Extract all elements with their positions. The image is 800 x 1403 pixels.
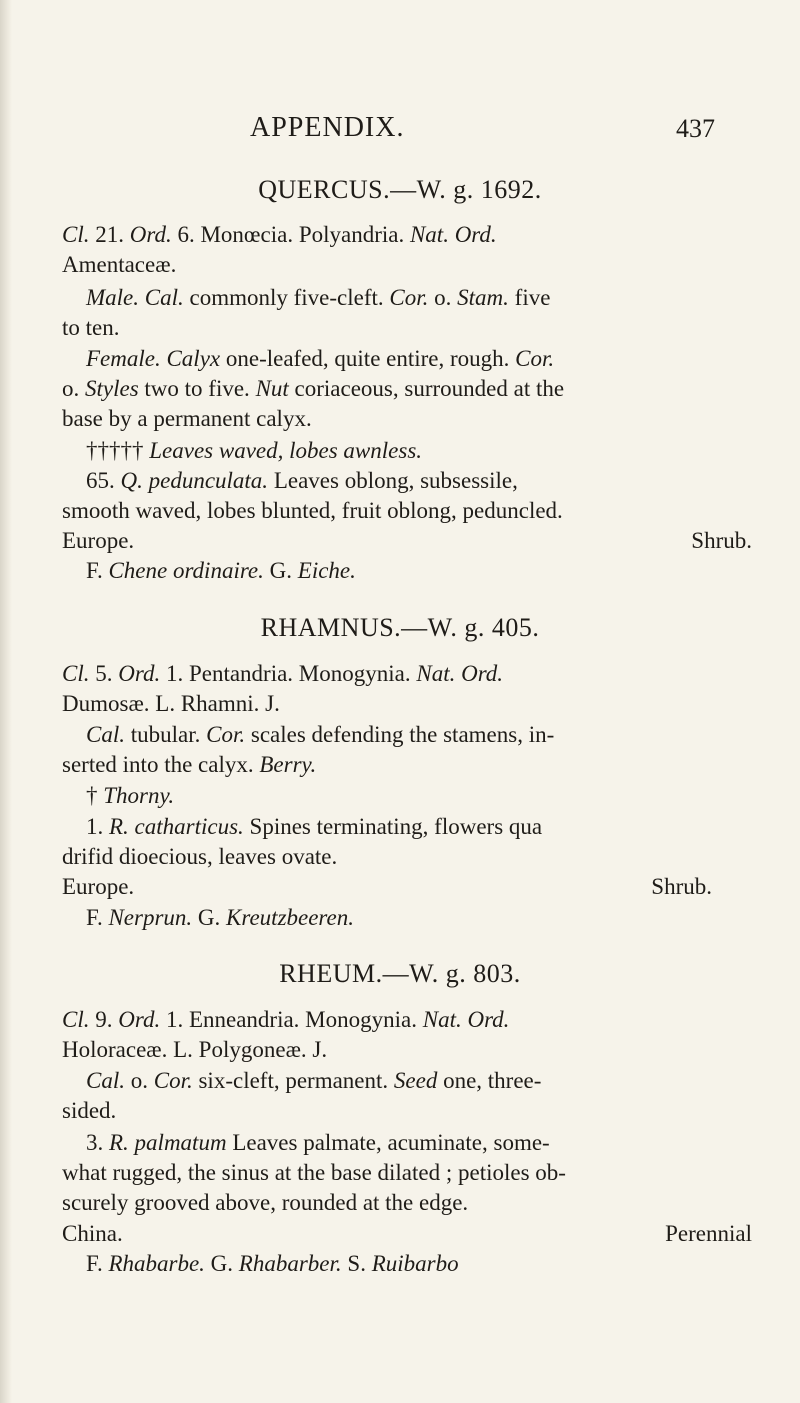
nat-ord-label: Nat. Ord. bbox=[422, 1007, 510, 1032]
rhamnus-habitat-line bbox=[62, 872, 752, 902]
linnaean-classes: Enneandria. Monogynia. bbox=[188, 1007, 417, 1032]
species-number: 65. bbox=[86, 468, 115, 493]
rhamnus-flower-description bbox=[86, 720, 776, 750]
rhamnus-classification bbox=[62, 659, 752, 689]
spanish-name: Ruibarbo bbox=[371, 1251, 459, 1276]
linnaean-classes: Pentandria. Monogynia. bbox=[188, 661, 411, 686]
german-label: G. bbox=[210, 1251, 234, 1276]
female-label: Female. bbox=[86, 346, 161, 371]
ord-number: 1. bbox=[165, 1007, 184, 1032]
german-label: G. bbox=[197, 905, 221, 930]
rhamnus-species-description-cont: drifid dioecious, leaves ovate. bbox=[62, 844, 338, 869]
species-name: Q. pedunculata. bbox=[120, 468, 269, 493]
quercus-male-description-cont: to ten. bbox=[62, 315, 120, 340]
male-cal-text: commonly five-cleft. bbox=[189, 285, 384, 310]
rheum-natural-order: Holoraceæ. L. Polygoneæ. J. bbox=[62, 1037, 328, 1062]
species-description: Spines terminating, flowers qua bbox=[249, 814, 543, 839]
ord-label: Ord. bbox=[129, 222, 172, 247]
french-label: F. bbox=[86, 905, 103, 930]
habitat: Europe. bbox=[62, 874, 135, 899]
quercus-female-description-cont bbox=[62, 374, 752, 404]
genus-heading-rheum: RHEUM.—W. g. 803. bbox=[279, 959, 521, 988]
quercus-habitat-line bbox=[62, 526, 752, 556]
cor-text: scales defending the stamens, in- bbox=[250, 722, 555, 747]
rhamnus-natural-order: Dumosæ. L. Rhamni. J. bbox=[62, 691, 280, 716]
cl-number: 21. bbox=[95, 222, 124, 247]
species-number: 3. bbox=[86, 1130, 104, 1155]
cor-text-cont: serted into the calyx. bbox=[62, 752, 254, 777]
species-number: 1. bbox=[86, 814, 104, 839]
rhamnus-species-line bbox=[86, 812, 776, 842]
quercus-classification bbox=[62, 220, 752, 250]
genus-heading-rhamnus: RHAMNUS.—W. g. 405. bbox=[260, 613, 540, 642]
cal-label: Cal. bbox=[144, 285, 184, 310]
male-stam-text: five bbox=[514, 285, 551, 310]
french-name: Chene ordinaire. bbox=[108, 558, 264, 583]
french-name: Rhabarbe. bbox=[108, 1251, 205, 1276]
quercus-natural-order: Amentaceæ. bbox=[62, 252, 177, 277]
group-description: Leaves waved, lobes awnless. bbox=[149, 438, 423, 463]
species-description: Leaves palmate, acuminate, some- bbox=[232, 1130, 550, 1155]
group-description: Thorny. bbox=[103, 783, 175, 808]
styles-text: two to five. bbox=[144, 376, 250, 401]
berry-label: Berry. bbox=[259, 752, 317, 777]
habit: Shrub. bbox=[651, 874, 712, 899]
rheum-common-names bbox=[86, 1249, 776, 1279]
male-cor-text: o. bbox=[434, 285, 452, 310]
rhamnus-common-names bbox=[86, 903, 776, 933]
quercus-species-line bbox=[86, 466, 776, 496]
nat-ord-label: Nat. Ord. bbox=[409, 222, 497, 247]
nut-label: Nut bbox=[255, 376, 289, 401]
dagger-marks: ††††† bbox=[86, 438, 144, 463]
rhamnus-group-line bbox=[86, 781, 776, 811]
rheum-species-line bbox=[86, 1128, 776, 1158]
rheum-species-description-end: scurely grooved above, rounded at the edge. bbox=[62, 1190, 469, 1215]
german-label: G. bbox=[269, 558, 293, 583]
nut-text: coriaceous, surrounded at the bbox=[294, 376, 565, 401]
seed-text: one, three- bbox=[443, 1068, 542, 1093]
rheum-habitat-line bbox=[62, 1219, 752, 1249]
cl-number: 5. bbox=[95, 661, 113, 686]
page-number: 437 bbox=[676, 114, 715, 143]
ord-number: 1. bbox=[165, 661, 184, 686]
rhamnus-flower-description-cont bbox=[62, 750, 752, 780]
habitat: China. bbox=[62, 1221, 123, 1246]
male-label: Male. bbox=[86, 285, 140, 310]
cl-label: Cl. bbox=[62, 661, 90, 686]
cl-label: Cl. bbox=[62, 1007, 90, 1032]
quercus-common-names bbox=[86, 556, 776, 586]
quercus-species-description-cont: smooth waved, lobes blunted, fruit oblong, peduncled. bbox=[62, 498, 563, 523]
spanish-label: S. bbox=[347, 1251, 366, 1276]
genus-heading-quercus: QUERCUS.—W. g. 1692. bbox=[258, 175, 542, 204]
stam-label: Stam. bbox=[457, 285, 509, 310]
species-name: R. palmatum bbox=[109, 1130, 227, 1155]
cor-label: Cor. bbox=[206, 722, 246, 747]
cal-text: o. bbox=[130, 1068, 148, 1093]
cal-label: Cal. bbox=[86, 722, 125, 747]
cal-text: tubular. bbox=[130, 722, 201, 747]
rheum-flower-description bbox=[86, 1066, 776, 1096]
german-name: Kreutzbeeren. bbox=[226, 905, 354, 930]
french-name: Nerprun. bbox=[108, 905, 193, 930]
ord-number: 6. bbox=[177, 222, 195, 247]
cor-label: Cor. bbox=[515, 346, 555, 371]
running-header bbox=[0, 112, 800, 148]
seed-label: Seed bbox=[393, 1068, 438, 1093]
ord-label: Ord. bbox=[118, 661, 161, 686]
quercus-female-description bbox=[86, 344, 776, 374]
ord-label: Ord. bbox=[118, 1007, 161, 1032]
rheum-flower-description-cont: sided. bbox=[62, 1098, 117, 1123]
quercus-group-line bbox=[86, 436, 776, 466]
french-label: F. bbox=[86, 558, 103, 583]
quercus-female-description-end: base by a permanent calyx. bbox=[62, 406, 312, 431]
calyx-label: Calyx bbox=[166, 346, 221, 371]
german-name: Eiche. bbox=[297, 558, 356, 583]
cl-label: Cl. bbox=[62, 222, 90, 247]
habit: Shrub. bbox=[691, 528, 752, 553]
german-name: Rhabarber. bbox=[238, 1251, 342, 1276]
cor-label: Cor. bbox=[153, 1068, 193, 1093]
female-cor-text: o. bbox=[62, 376, 80, 401]
species-name: R. catharticus. bbox=[109, 814, 244, 839]
nat-ord-label: Nat. Ord. bbox=[416, 661, 504, 686]
habit: Perennial bbox=[665, 1221, 752, 1246]
styles-label: Styles bbox=[85, 376, 139, 401]
cor-text: six-cleft, permanent. bbox=[198, 1068, 389, 1093]
linnaean-classes: Monœcia. Polyandria. bbox=[200, 222, 405, 247]
rheum-classification bbox=[62, 1005, 752, 1035]
rheum-species-description-cont: what rugged, the sinus at the base dilated ; petioles ob- bbox=[62, 1160, 566, 1185]
species-description: Leaves oblong, subsessile, bbox=[273, 468, 518, 493]
habitat: Europe. bbox=[62, 528, 135, 553]
cor-label: Cor. bbox=[389, 285, 429, 310]
dagger-marks: † bbox=[86, 783, 98, 808]
cal-label: Cal. bbox=[86, 1068, 125, 1093]
cl-number: 9. bbox=[95, 1007, 113, 1032]
female-calyx-text: one-leafed, quite entire, rough. bbox=[225, 346, 510, 371]
quercus-male-description bbox=[86, 283, 776, 313]
french-label: F. bbox=[86, 1251, 103, 1276]
running-title: APPENDIX. bbox=[250, 112, 405, 143]
